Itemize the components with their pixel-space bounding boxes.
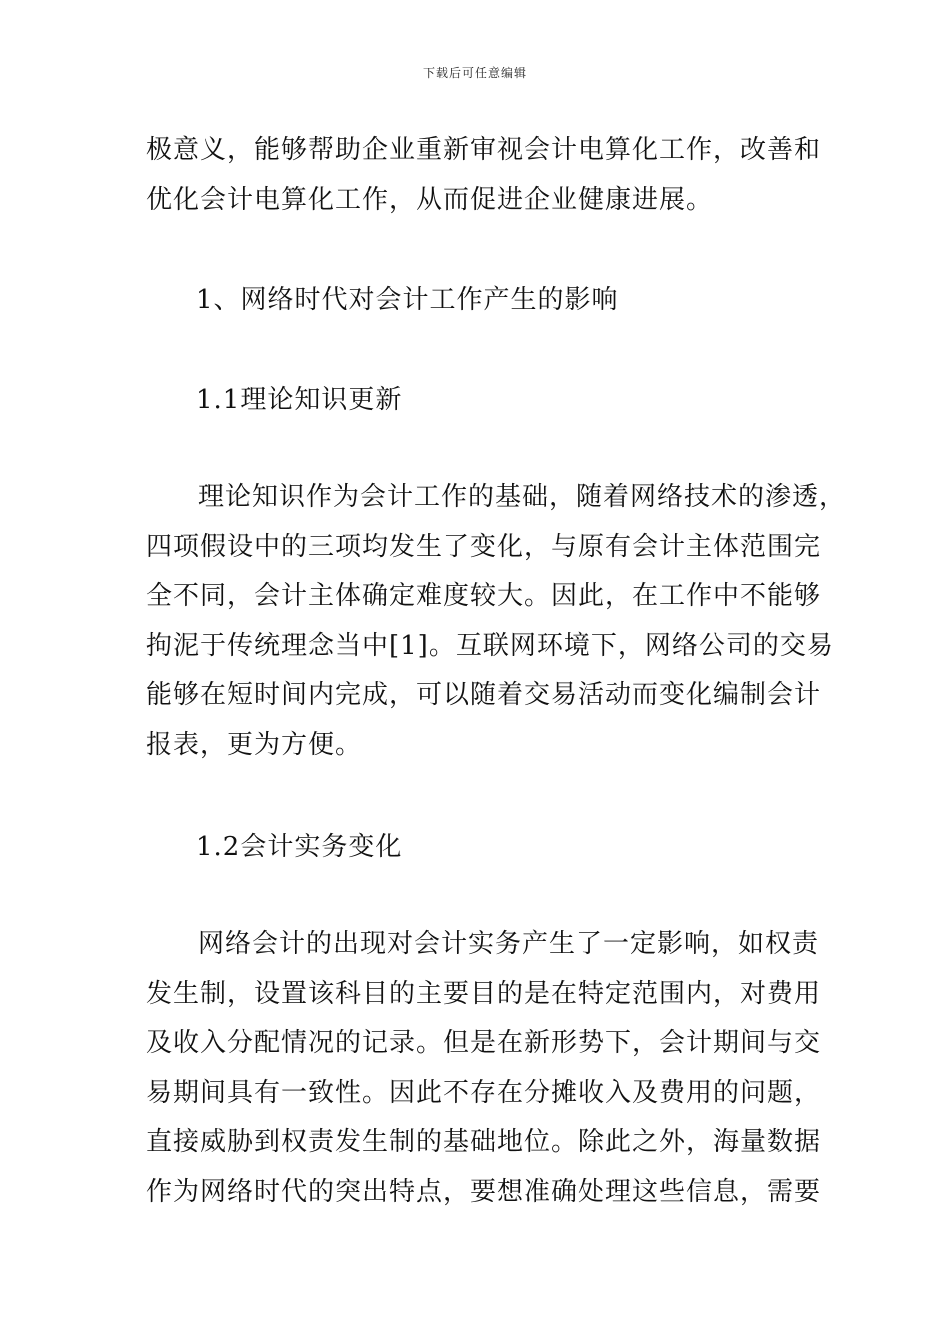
subsection-heading-1-1: 1.1理论知识更新: [196, 385, 403, 415]
text-line: 能够在短时间内完成，可以随着交易活动而变化编制会计: [146, 680, 822, 710]
section-heading-1: 1、网络时代对会计工作产生的影响: [196, 285, 619, 315]
text-line: 作为网络时代的突出特点，要想准确处理这些信息，需要: [146, 1176, 822, 1207]
text-line: 理论知识作为会计工作的基础，随着网络技术的渗透，: [198, 482, 847, 512]
paragraph-1-1: [146, 473, 847, 770]
text-line: 网络会计的出现对会计实务产生了一定影响，如权责: [198, 929, 820, 959]
text-line: 发生制，设置该科目的主要目的是在特定范围内，对费用: [146, 978, 822, 1009]
text-line: 优化会计电算化工作，从而促进企业健康进展。: [146, 184, 714, 215]
text-line: 拘泥于传统理念当中[1]。互联网环境下，网络公司的交易: [146, 630, 834, 661]
paragraph-1-2: [146, 920, 822, 1217]
header-note: 下载后可任意编辑: [422, 66, 527, 80]
text-line: 及收入分配情况的记录。但是在新形势下，会计期间与交: [146, 1028, 822, 1058]
subsection-heading-1-2: 1.2会计实务变化: [196, 832, 403, 862]
text-line: 四项假设中的三项均发生了变化，与原有会计主体范围完: [146, 531, 822, 562]
text-line: 直接威胁到权责发生制的基础地位。除此之外，海量数据: [146, 1127, 822, 1157]
intro-paragraph: [146, 126, 822, 225]
text-line: 全不同，会计主体确定难度较大。因此，在工作中不能够: [146, 581, 822, 611]
text-line: 易期间具有一致性。因此不存在分摊收入及费用的问题，: [146, 1077, 822, 1108]
text-line: 极意义，能够帮助企业重新审视会计电算化工作，改善和: [146, 135, 822, 165]
text-line: 报表，更为方便。: [146, 729, 363, 760]
